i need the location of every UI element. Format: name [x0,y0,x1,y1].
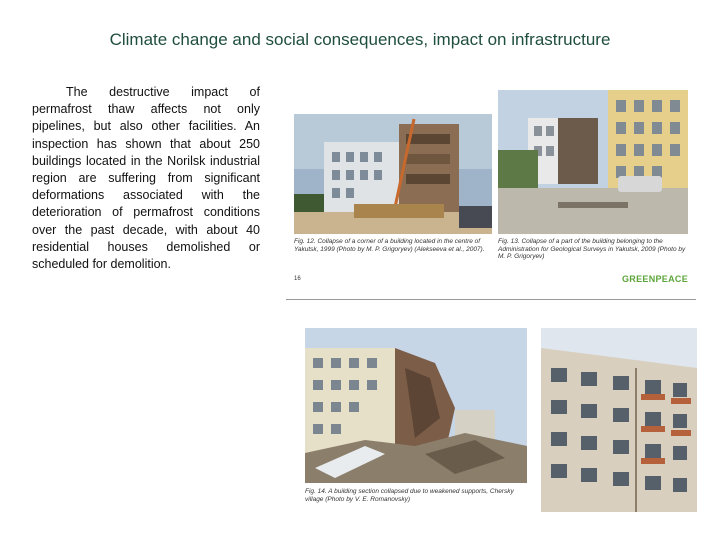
slide-title: Climate change and social consequences, impact on infrastructure [109,30,611,49]
caption-left: Fig. 12. Collapse of a corner of a building located in the centre of Yakutsk, 1999 (Photo by M. P. Grigoryev) (Alekseeva et al., 2007). [294,238,485,253]
figure-top [286,88,696,300]
photo-collapsed-section [498,90,688,234]
caption-right: Fig. 13. Collapse of a part of the building belonging to the Administration for Geological Surveys in Yakutsk, 2009 (Photo by M. P. Grigoryev) [498,238,686,260]
page-number: 16 [294,276,301,282]
greenpeace-logo: GREENPEACE [622,274,689,284]
photo-building-ruins [305,328,527,483]
photo-damaged-facade [541,328,697,512]
figure-top-rule [286,299,696,300]
caption-bottom: Fig. 14. A building section collapsed due to weakened supports, Chersky village (Photo by V. E. Romanovsky) [305,488,514,503]
body-paragraph: The destructive impact of permafrost thaw affects not only pipelines, but also other facilities. An inspection has shown that about 250 buildings located in the Norilsk industrial region are suffering from significant deformations associated with the deterioration of permafrost conditions over the past decade, with about 40 residential houses demolished or scheduled for demolition. [32,85,260,272]
photo-collapsed-corner [294,114,492,234]
figure-bottom [300,322,700,518]
